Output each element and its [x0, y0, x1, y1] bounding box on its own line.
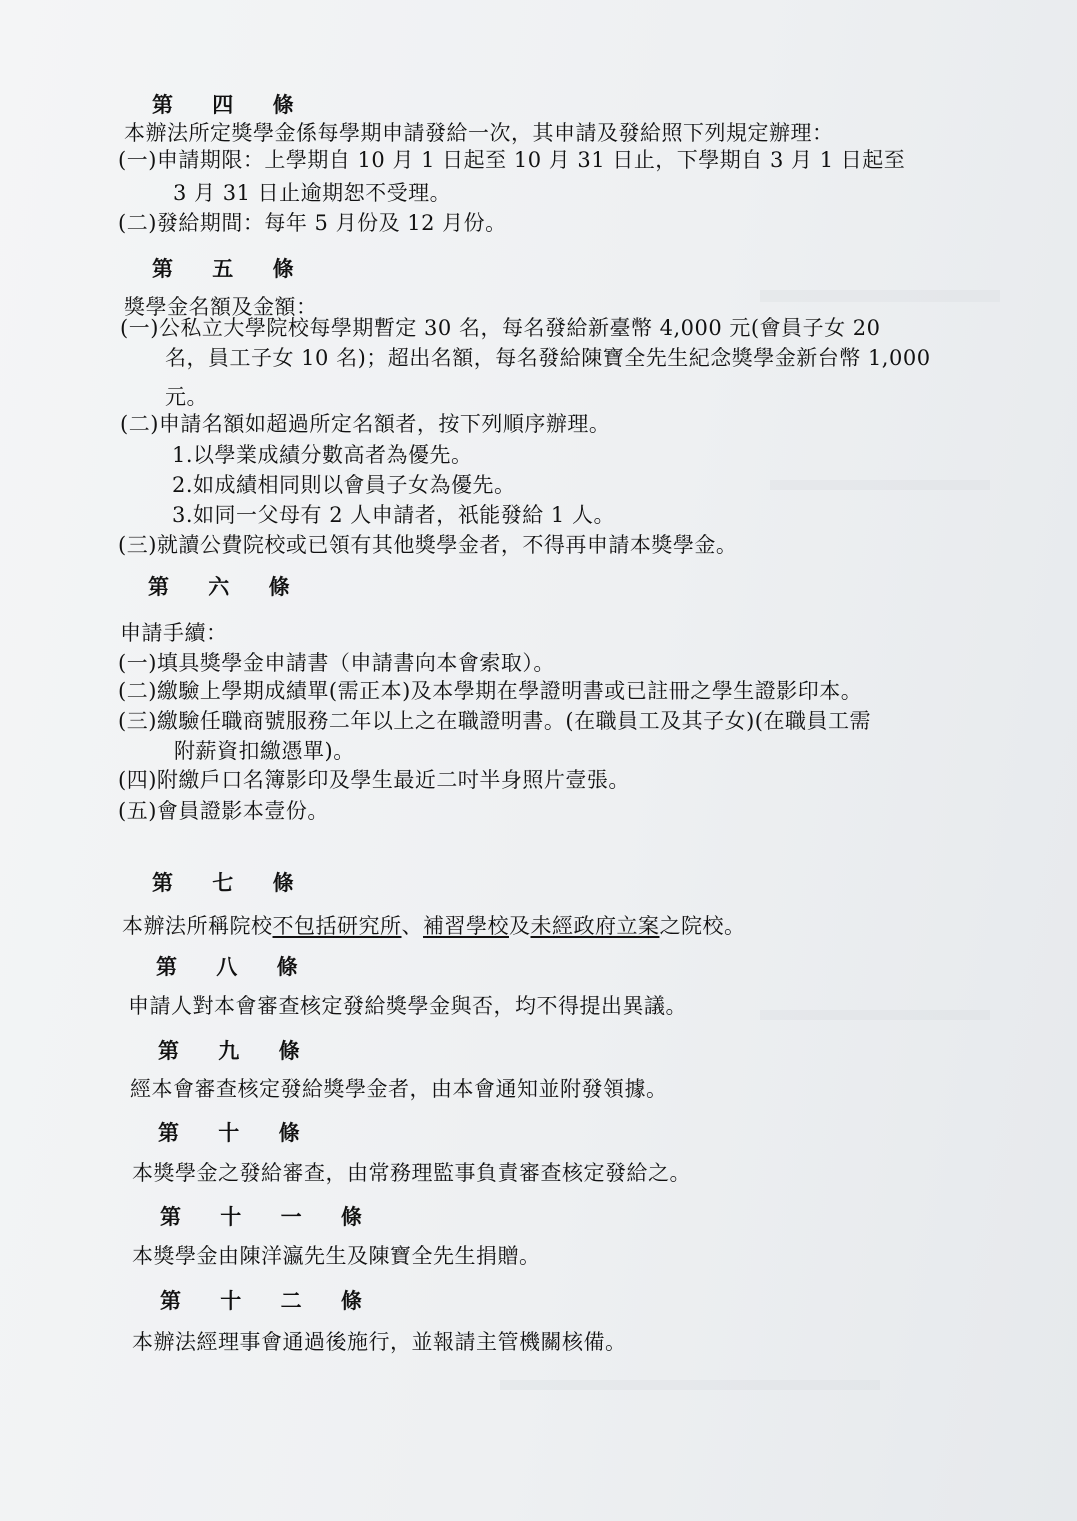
article-7-line: [122, 913, 746, 939]
article-5-line: 2.如成績相同則以會員子女為優先。: [172, 473, 516, 497]
article-6-heading: 第 六 條: [148, 574, 306, 599]
article-6-line: (五)會員證影本壹份。: [118, 799, 329, 823]
article-5-line: 獎學金名額及金額：: [124, 295, 318, 319]
article-9-heading: 第 九 條: [158, 1038, 316, 1063]
article-4-line: (一)申請期限：上學期自 10 月 1 日起至 10 月 31 日止，下學期自 3 月 1 日起至: [118, 148, 906, 172]
article-7-text: 及: [509, 914, 531, 938]
article-6-line: 申請手續：: [120, 621, 228, 645]
article-6-line: (三)繳驗任職商號服務二年以上之在職證明書。(在職員工及其子女)(在職員工需: [118, 709, 871, 733]
article-5-heading: 第 五 條: [152, 256, 310, 281]
article-7-underlined-text: 不包括研究所: [272, 914, 402, 938]
article-4-line: 3 月 31 日止逾期恕不受理。: [173, 181, 452, 205]
article-4-line: (二)發給期間：每年 5 月份及 12 月份。: [118, 211, 507, 235]
bleed-through-smudge: [770, 480, 990, 490]
article-5-line: (三)就讀公費院校或已領有其他獎學金者，不得再申請本獎學金。: [118, 533, 738, 557]
bleed-through-smudge: [500, 1380, 880, 1390]
article-7-text: 、: [401, 914, 423, 938]
article-5-line: 名，員工子女 10 名)；超出名額，每名發給陳寶全先生紀念獎學金新台幣 1,000: [165, 346, 931, 370]
article-6-line: (一)填具獎學金申請書（申請書向本會索取）。: [118, 651, 555, 675]
bleed-through-smudge: [760, 290, 1000, 302]
article-7-underlined-text: 補習學校: [423, 914, 509, 938]
article-8-line: 申請人對本會審查核定發給獎學金與否，均不得提出異議。: [128, 994, 687, 1018]
article-6-line: (二)繳驗上學期成績單(需正本)及本學期在學證明書或已註冊之學生證影印本。: [118, 679, 863, 703]
article-5-line: 元。: [165, 385, 208, 409]
article-7-text: 之院校。: [659, 914, 746, 938]
article-7-heading: 第 七 條: [152, 870, 310, 895]
bleed-through-smudge: [760, 1010, 990, 1020]
article-7-text: 本辦法所稱院校: [122, 914, 273, 938]
article-12-line: 本辦法經理事會通過後施行，並報請主管機關核備。: [132, 1330, 627, 1354]
article-6-line: 附薪資扣繳憑單)。: [174, 739, 355, 763]
article-11-line: 本獎學金由陳洋瀛先生及陳寶全先生捐贈。: [132, 1244, 541, 1268]
article-9-line: 經本會審查核定發給獎學金者，由本會通知並附發領據。: [130, 1077, 668, 1101]
article-4-heading: 第 四 條: [152, 92, 310, 117]
article-5-line: 3.如同一父母有 2 人申請者，祇能發給 1 人。: [172, 503, 615, 527]
article-5-line: (二)申請名額如超過所定名額者，按下列順序辦理。: [120, 412, 611, 436]
article-12-heading: 第 十 二 條: [160, 1288, 378, 1313]
article-10-heading: 第 十 條: [158, 1120, 316, 1145]
article-11-heading: 第 十 一 條: [160, 1204, 378, 1229]
article-6-line: (四)附繳戶口名簿影印及學生最近二吋半身照片壹張。: [118, 768, 630, 792]
article-8-heading: 第 八 條: [156, 954, 314, 979]
article-5-line: (一)公私立大學院校每學期暫定 30 名，每名發給新臺幣 4,000 元(會員子女 20: [120, 316, 881, 340]
article-10-line: 本獎學金之發給審查，由常務理監事負責審查核定發給之。: [132, 1161, 691, 1185]
article-7-underlined-text: 未經政府立案: [530, 914, 660, 938]
article-5-line: 1.以學業成績分數高者為優先。: [172, 443, 473, 467]
article-4-line: 本辦法所定獎學金係每學期申請發給一次，其申請及發給照下列規定辦理：: [124, 121, 834, 145]
